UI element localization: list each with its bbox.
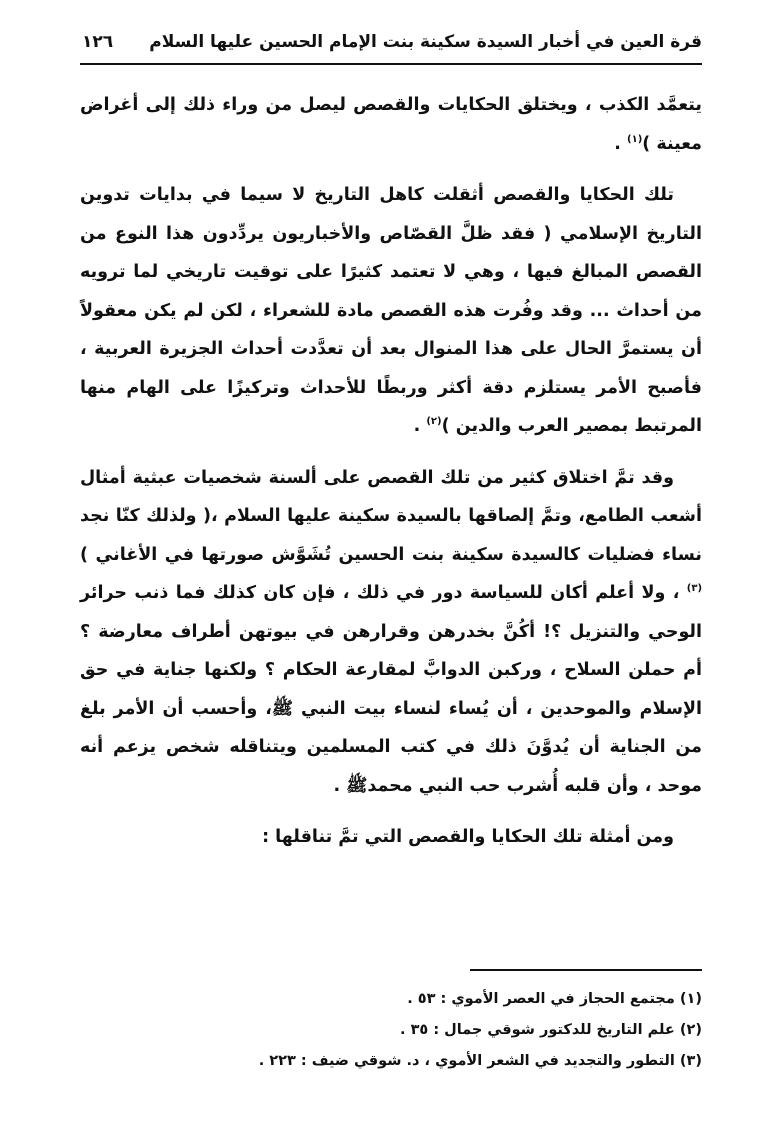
paragraph-1: يتعمَّد الكذب ، ويختلق الحكايات والقصص ليصل من وراء ذلك إلى أغراض معينة )$^{(١)}$ . <box>80 95 702 154</box>
footnote-rule <box>470 969 702 971</box>
header-rule <box>80 63 702 65</box>
footnote-3: (٣) التطور والتجديد في الشعر الأموي ، د. شوقي ضيف : ٢٢٣ . <box>258 1053 702 1069</box>
page-header <box>80 28 702 58</box>
footnote-2: (٢) علم التاريخ للدكتور شوقي جمال : ٣٥ . <box>400 1022 702 1038</box>
body-text <box>80 86 702 870</box>
paragraph-3: وقد تمَّ اختلاق كثير من تلك القصص على ألسنة شخصيات عبثية أمثال أشعب الطامع، وتمَّ إلصاقها بالسيدة سكينة عليها السلام ،( ولذلك كنّا نجد نساء فضليات كالسيدة سكينة بنت الحسين تُشَوَّش صورتها في الأغاني )$^{(٣)}$ ، ولا أعلم أكان للسياسة دور في ذلك ، فإن كان كذلك فما ذنب حرائر الوحي والتنزيل ؟! أكُنَّ بخدرهن وقرارهن في بيوتهن أطراف معارضة ؟ أم حملن السلاح ، وركبن الدوابَّ لمقارعة الحكام ؟ ولكنها جناية في حق الإسلام والموحدين ، أن يُساء لنساء بيت النبي ﷺ، وأحسب أن الأمر بلغ من الجناية أن يُدوَّنَ ذلك في كتب المسلمين ويتناقله شخص يزعم أنه موحد ، وأن قلبه أُشرب حب النبي محمدﷺ . <box>80 467 703 796</box>
page-number: ١٢٦ <box>82 32 114 52</box>
paragraph-2: تلك الحكايا والقصص أثقلت كاهل التاريخ لا سيما في بدايات تدوين التاريخ الإسلامي ( فقد ظلَّ القصّاص والأخباريون يردِّدون هذا النوع من القصص المبالغ فيها ، وهي لا تعتمد كثيرًا على توقيت تاريخي لما ترويه من أحداث ... وقد وفُرت هذه القصص مادة للشعراء ، لكن لم يكن معقولاً أن يستمرَّ الحال على هذا المنوال بعد أن تعدَّدت أحداث الجزيرة العربية ، فأصبح الأمر يستلزم دقة أكثر وربطًا للأحداث وتركيزًا على الهام منها المرتبط بمصير العرب والدين )$^{(٢)}$ . <box>80 185 702 436</box>
running-title: قرة العين في أخبار السيدة سكينة بنت الإمام الحسين عليها السلام <box>149 32 702 52</box>
footnote-ref-2[interactable]: (٢) <box>426 416 442 428</box>
paragraph-4: ومن أمثلة تلك الحكايا والقصص التي تمَّ تناقلها : <box>262 827 674 847</box>
footnote-1: (١) مجتمع الحجاز في العصر الأموي : ٥٣ . <box>407 991 702 1007</box>
footnote-ref-3[interactable]: (٣) <box>686 583 703 595</box>
footnote-ref-1[interactable]: (١) <box>627 133 643 145</box>
footnotes <box>80 984 702 1077</box>
